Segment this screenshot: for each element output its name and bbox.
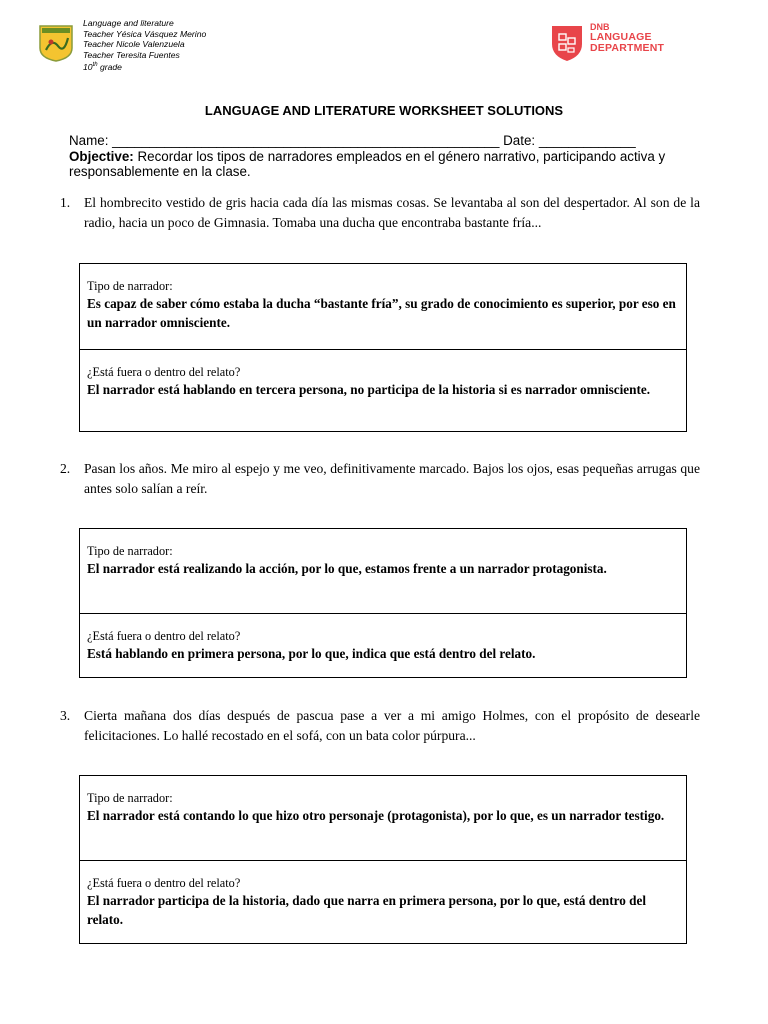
inside-outside-cell (80, 613, 686, 663)
question-text: Cierta mañana dos días después de pascua pase a ver a mi amigo Holmes, con el propósito de desearle felicitaciones. Lo hallé recostado en el sofá, con un bata color púrpura... (84, 708, 700, 743)
teacher-list (83, 18, 323, 73)
narrator-type-label: Tipo de narrador: (87, 791, 173, 805)
inside-outside-label: ¿Está fuera o dentro del relato? (87, 629, 241, 643)
inside-outside-label: ¿Está fuera o dentro del relato? (87, 876, 241, 890)
narrator-type-cell (80, 776, 686, 860)
narrator-type-cell (80, 529, 686, 613)
narrator-type-label: Tipo de narrador: (87, 544, 173, 558)
inside-outside-cell (80, 860, 686, 929)
teacher-line: Teacher Yésica Vásquez Merino (83, 28, 207, 39)
grade-line (83, 60, 323, 72)
dnb-language-department-logo (548, 20, 678, 62)
narrator-type-cell (80, 264, 686, 349)
inside-outside-answer: El narrador participa de la historia, dado que narra en primera persona, por lo que, está dentro del relato. (87, 893, 647, 927)
objective-label: Objective: (69, 149, 134, 164)
objective-text: Recordar los tipos de narradores empleados en el género narrativo, participando activa y responsablemente en la clase. (69, 149, 666, 179)
inside-outside-label: ¿Está fuera o dentro del relato? (87, 365, 241, 379)
answer-box-3 (79, 775, 687, 944)
inside-outside-answer: El narrador está hablando en tercera persona, no participa de la historia si es narrador omnisciente. (87, 382, 651, 397)
question-text: El hombrecito vestido de gris hacia cada día las mismas cosas. Se levantaba al son del despertador. Al son de la radio, hacia un poco de Gimnasia. Tomaba una ducha que encontraba bastante fría... (84, 195, 700, 230)
narrator-type-answer: Es capaz de saber cómo estaba la ducha “bastante fría”, su grado de conocimiento es superior, por eso en un narrador omnisciente. (87, 296, 676, 330)
teacher-line: Teacher Nicole Valenzuela (83, 39, 185, 50)
question-text: Pasan los años. Me miro al espejo y me veo, definitivamente marcado. Bajos los ojos, esas pequeñas arrugas que antes solo salían a reír. (84, 461, 700, 496)
question-3 (60, 706, 700, 746)
dnb-text (590, 22, 664, 54)
question-number: 1. (60, 195, 71, 210)
school-logo (38, 24, 74, 62)
inside-outside-cell (80, 349, 686, 399)
question-2 (60, 459, 700, 499)
dnb-badge-icon (548, 22, 586, 62)
worksheet-title: LANGUAGE AND LITERATURE WORKSHEET SOLUTIONS (204, 103, 564, 118)
inside-outside-answer: Está hablando en primera persona, por lo que, indica que está dentro del relato. (87, 646, 536, 661)
question-number: 3. (60, 708, 71, 723)
narrator-type-answer: El narrador está realizando la acción, por lo que, estamos frente a un narrador protagonista. (87, 561, 607, 576)
narrator-type-answer: El narrador está contando lo que hizo otro personaje (protagonista), por lo que, es un narrador testigo. (87, 808, 665, 823)
answer-box-2 (79, 528, 687, 678)
question-1 (60, 193, 700, 233)
teacher-line: Teacher Teresita Fuentes (83, 49, 180, 60)
name-date-line: Name: ____________________________________________________ Date: _____________ (69, 133, 636, 148)
grade-word: grade (99, 62, 122, 73)
narrator-type-label: Tipo de narrador: (87, 279, 173, 293)
dnb-department-label: DEPARTMENT (590, 42, 665, 54)
grade-number: 10 (83, 62, 93, 73)
dnb-language-label: LANGUAGE (590, 31, 652, 43)
dnb-label: DNB (590, 22, 610, 32)
objective (69, 149, 709, 179)
grade-suffix: th (92, 62, 98, 69)
question-number: 2. (60, 461, 71, 476)
teacher-line: Language and literature (83, 18, 174, 28)
answer-box-1 (79, 263, 687, 432)
